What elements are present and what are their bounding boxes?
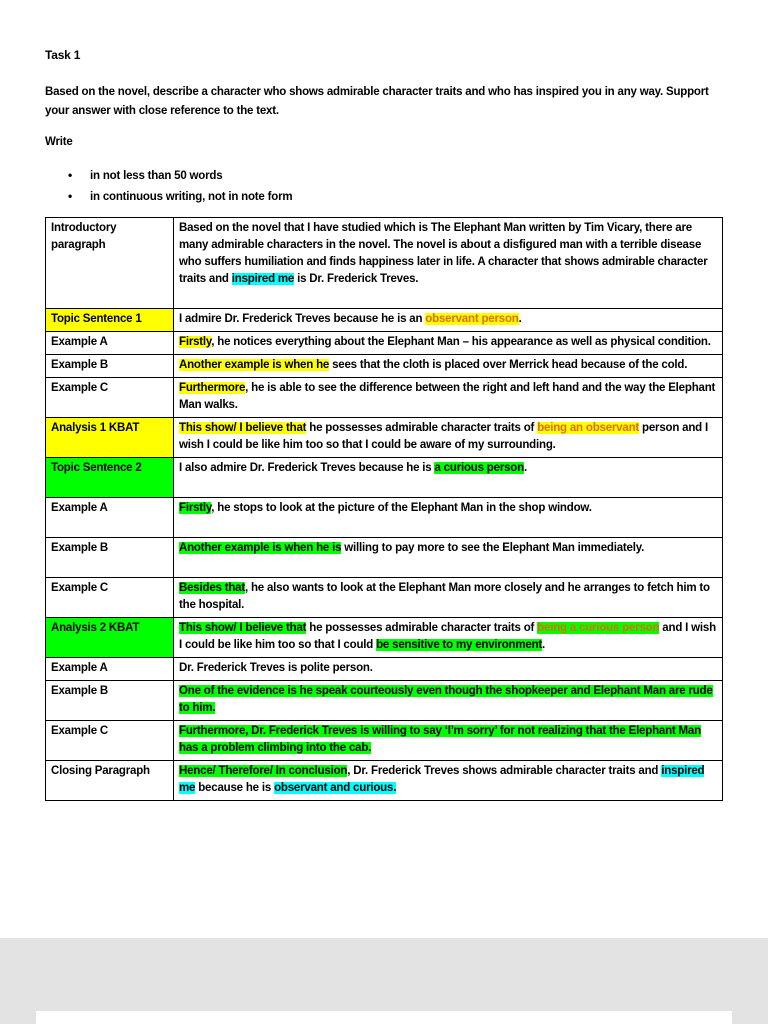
text-segment: because he is [195,782,275,794]
highlighted-text: inspired me [179,765,705,794]
table-row [46,721,723,761]
row-label-cell: Example A [46,498,174,538]
row-content-cell [174,458,723,498]
text-segment: sees that the cloth is placed over Merrick head because of the cold. [329,359,688,371]
highlighted-text: observant and curious. [274,782,397,794]
task-title: Task 1 [45,48,81,62]
highlighted-text: observant person [425,313,519,325]
table-row [46,538,723,578]
page-gap [0,938,768,1011]
row-content-cell [174,658,723,681]
table-row [46,218,723,309]
row-label-cell: Example C [46,578,174,618]
row-content-cell [174,332,723,355]
highlighted-text: This show/ I believe that [179,622,307,634]
highlighted-text: This show/ I believe that [179,422,307,434]
row-content-cell [174,681,723,721]
row-label-cell: Example B [46,355,174,378]
highlighted-text: Hence/ Therefore/ In conclusion [179,765,348,777]
text-segment: , he is able to see the difference between the right and left hand and the way the Elephant Man walks. [179,382,716,411]
row-content-cell [174,355,723,378]
text-segment: is Dr. Frederick Treves. [294,273,419,285]
text-segment: I also admire Dr. Frederick Treves because he is [179,462,435,474]
highlighted-text: Furthermore, Dr. Frederick Treves is willing to say ‘I’m sorry’ for not realizing that the Elephant Man has a problem climbing into the cab. [179,725,701,754]
row-label-cell: Example C [46,378,174,418]
text-segment: he possesses admirable character traits of [306,622,538,634]
answer-table [45,217,723,801]
requirement-item: • in continuous writing, not in note form [68,186,723,207]
highlighted-text: being an observant [537,422,640,434]
table-row [46,332,723,355]
table-row [46,355,723,378]
row-label-cell: Topic Sentence 1 [46,309,174,332]
highlighted-text: a curious person [434,462,524,474]
row-label-cell: Closing Paragraph [46,761,174,801]
row-content-cell [174,721,723,761]
row-label-cell: Example A [46,332,174,355]
text-segment: . [523,462,527,474]
row-content-cell [174,418,723,458]
table-row [46,418,723,458]
row-content-cell [174,578,723,618]
row-label-cell: Example B [46,681,174,721]
table-row [46,761,723,801]
text-segment: Based on the novel that I have studied which is The Elephant Man written by Tim Vicary, there are many admirable characters in the novel. The novel is about a disfigured man with a terrible disease who suffers humiliation and finds happiness later in life. A character that shows admirable character traits and [179,222,708,285]
highlighted-text: Furthermore [179,382,246,394]
text-segment: , he notices everything about the Elephant Man – his appearance as well as physical condition. [211,336,711,348]
row-label-cell: Analysis 2 KBAT [46,618,174,658]
task-instructions: Based on the novel, describe a character who shows admirable character traits and who has inspired you in any way. Support your answer with close reference to the text. [45,86,709,117]
row-label-cell: Introductory paragraph [46,218,174,309]
row-content-cell [174,761,723,801]
text-segment: , he also wants to look at the Elephant Man more closely and he arranges to fetch him to the hospital. [179,582,710,611]
highlighted-text: Besides that [179,582,245,594]
text-segment: he possesses admirable character traits of [306,422,538,434]
highlighted-text: Another example is when he [179,359,330,371]
text-segment: willing to pay more to see the Elephant Man immediately. [341,542,645,554]
text-segment: and I wish I could be like him too so that I could [179,622,716,651]
text-segment: . [518,313,522,325]
row-label-cell: Analysis 1 KBAT [46,418,174,458]
row-content-cell [174,498,723,538]
table-row [46,309,723,332]
row-label-cell: Topic Sentence 2 [46,458,174,498]
table-row [46,378,723,418]
row-content-cell [174,309,723,332]
row-content-cell [174,218,723,309]
text-segment: , he stops to look at the picture of the Elephant Man in the shop window. [211,502,592,514]
highlighted-text: being a curious person [537,622,660,634]
text-segment: . [542,639,546,651]
highlighted-text: be sensitive to my environment [376,639,543,651]
table-row [46,458,723,498]
row-content-cell [174,618,723,658]
highlighted-text: Another example is when he is [179,542,342,554]
table-row [46,681,723,721]
highlighted-text: inspired me [231,273,295,285]
highlighted-text: One of the evidence is he speak courteously even though the shopkeeper and Elephant Man are rude to him. [179,685,713,714]
text-segment: Dr. Frederick Treves is polite person. [179,662,373,674]
table-row [46,498,723,538]
row-label-cell: Example C [46,721,174,761]
requirement-item: • in not less than 50 words [68,165,723,186]
table-row [46,618,723,658]
row-content-cell [174,538,723,578]
text-segment: person and I wish I could be like him too so that I could be aware of my surrounding. [179,422,708,451]
text-segment: I admire Dr. Frederick Treves because he is an [179,313,426,325]
table-row [46,578,723,618]
text-segment: , Dr. Frederick Treves shows admirable character traits and [347,765,662,777]
table-row [46,658,723,681]
row-label-cell: Example A [46,658,174,681]
row-content-cell [174,378,723,418]
requirements-list [45,165,723,207]
next-page-edge [36,1011,732,1024]
row-label-cell: Example B [46,538,174,578]
highlighted-text: Firstly [179,336,212,348]
answer-table-body [46,218,723,801]
write-label: Write [45,136,73,148]
highlighted-text: Firstly [179,502,212,514]
